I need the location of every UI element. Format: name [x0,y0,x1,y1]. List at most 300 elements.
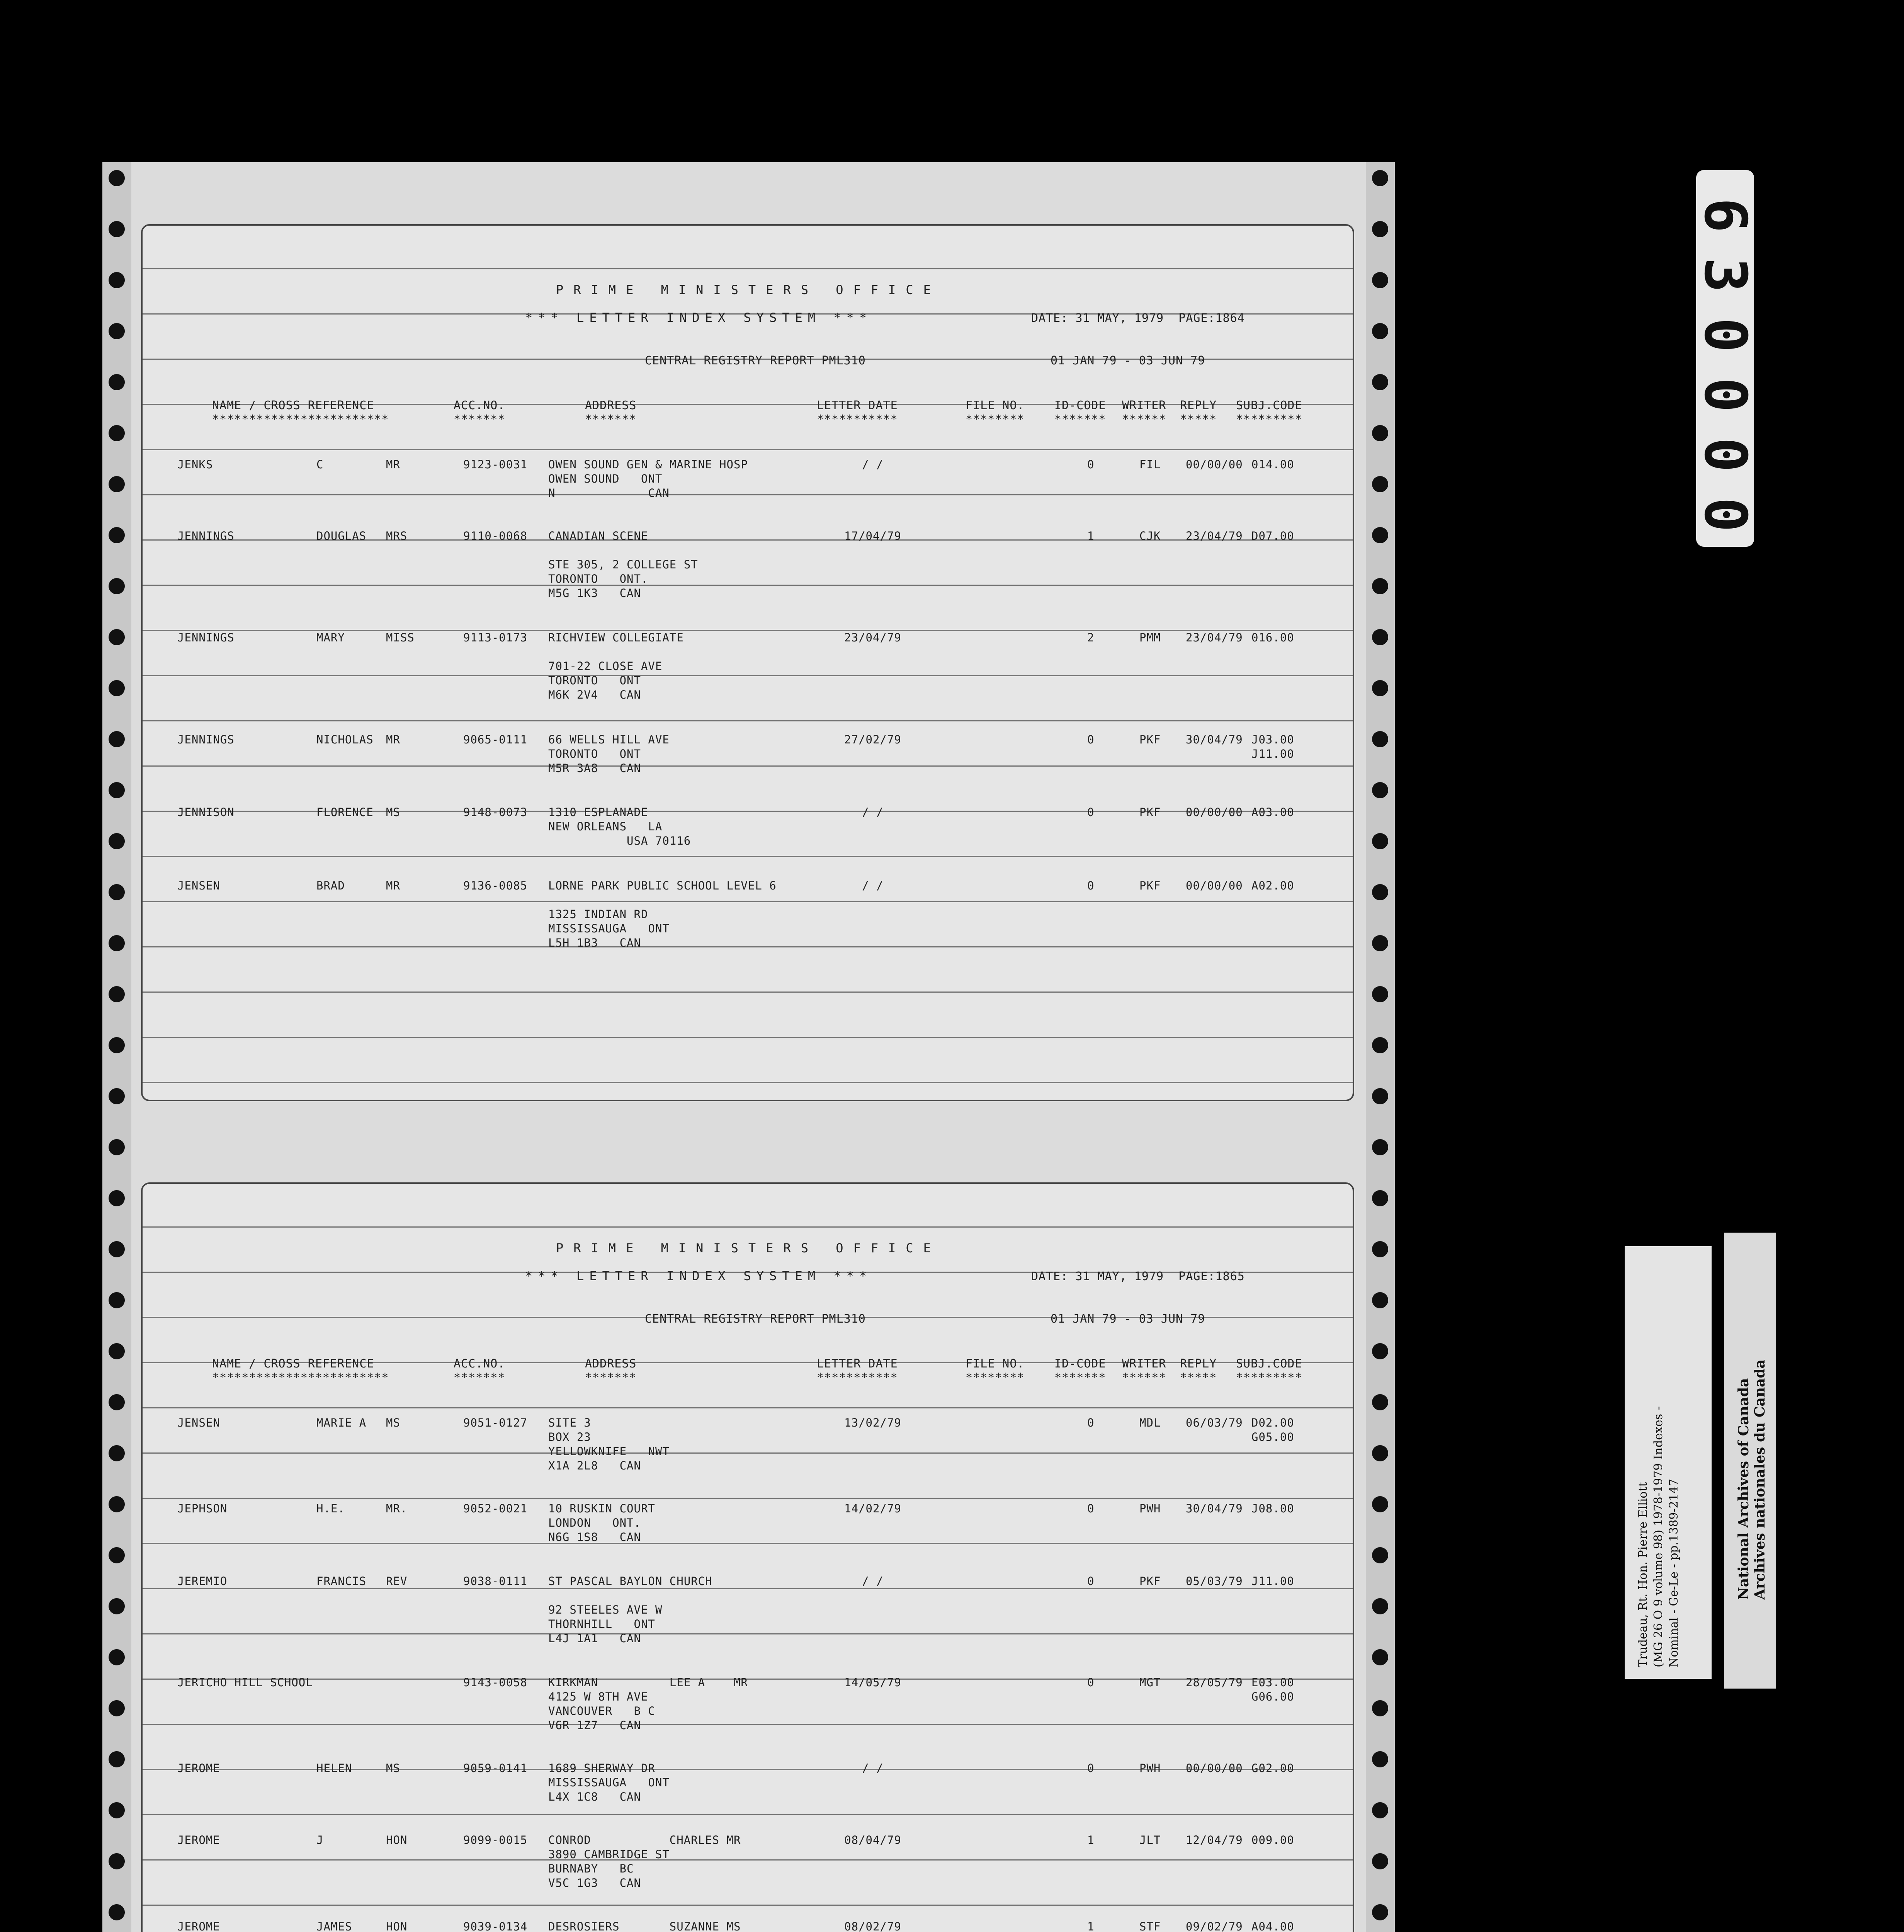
office-title: PRIME MINISTERS OFFICE [556,1241,941,1255]
tractor-hole [1372,986,1388,1002]
column-underline: ******* [454,1371,505,1384]
entry-reply-date: 30/04/79 [1186,1502,1243,1515]
tractor-hole [109,1190,125,1206]
entry-title: REV [386,1575,408,1588]
tractor-hole [109,527,125,543]
tractor-hole [1372,884,1388,900]
tractor-hole [109,1139,125,1155]
tractor-strip-right [1366,162,1395,1932]
tractor-hole [109,1751,125,1767]
column-header-id-code: ID-CODE [1054,399,1106,412]
date-page: DATE: 31 MAY, 1979 PAGE:1865 [1031,1270,1245,1283]
entry-surname: JENSEN [177,1416,220,1429]
column-underline: *********** [817,1371,898,1384]
tractor-strip-left [102,162,131,1932]
tractor-hole [109,629,125,645]
tractor-hole [1372,1139,1388,1155]
entry-subject-code: D07.00 [1251,529,1294,543]
label-line-1: Trudeau, Rt. Hon. Pierre Elliott [1636,1482,1650,1667]
entry-acc-no: 9143-0058 [463,1676,528,1689]
tractor-hole [1372,578,1388,594]
report-period: 01 JAN 79 - 03 JUN 79 [1051,354,1205,367]
entry-letter-date: 08/02/79 [844,1920,901,1932]
entry-writer: STF [1139,1920,1161,1932]
entry-address-line: M5R 3A8 CAN [548,762,641,775]
entry-acc-no: 9099-0015 [463,1833,528,1847]
entry-letter-date: 14/05/79 [844,1676,901,1689]
tractor-hole [1372,935,1388,951]
entry-address-line: YELLOWKNIFE NWT [548,1445,670,1458]
form-rule [143,1588,1353,1589]
entry-reply-date: 09/02/79 [1186,1920,1243,1932]
tractor-hole [109,1445,125,1461]
report-name: CENTRAL REGISTRY REPORT PML310 [645,1312,866,1326]
tractor-hole [109,578,125,594]
entry-acc-no: 9039-0134 [463,1920,528,1932]
entry-writer: PWH [1139,1502,1161,1515]
column-underline: ******** [966,413,1025,426]
entry-letter-date: / / [862,1575,884,1588]
form-rule [143,1905,1353,1906]
tractor-hole [1372,1598,1388,1614]
tractor-hole [1372,1190,1388,1206]
entry-letter-date: / / [862,806,884,819]
entry-given-name: J [316,1833,324,1847]
tractor-hole [109,680,125,696]
entry-subject-code: 014.00 [1251,458,1294,471]
entry-subject-code: A03.00 [1251,806,1294,819]
entry-writer: PKF [1139,1575,1161,1588]
entry-address-line: OWEN SOUND GEN & MARINE HOSP [548,458,748,471]
entry-letter-date: 17/04/79 [844,529,901,543]
tractor-hole [109,1853,125,1869]
form-rule [143,675,1353,676]
entry-id-code: 0 [1087,879,1095,892]
entry-address-line: 1325 INDIAN RD [548,908,648,921]
form-rule [143,449,1353,450]
reel-number-stamp [1692,170,1759,547]
tractor-hole [1372,374,1388,390]
entry-reply-date: 23/04/79 [1186,631,1243,644]
entry-writer: JLT [1139,1833,1161,1847]
column-header-acc: ACC.NO. [454,399,505,412]
column-underline: ****** [1122,1371,1166,1384]
entry-address-line: 3890 CAMBRIDGE ST [548,1848,670,1861]
column-underline: ****** [1122,413,1166,426]
entry-address-line: 4125 W 8TH AVE [548,1690,648,1703]
form-rule [143,1633,1353,1634]
form-rule [143,1082,1353,1083]
tractor-hole [1372,1802,1388,1818]
tractor-hole [1372,1904,1388,1920]
tractor-hole [109,221,125,237]
entry-reply-date: 23/04/79 [1186,529,1243,543]
entry-reply-date: 28/05/79 [1186,1676,1243,1689]
entry-reply-date: 00/00/00 [1186,806,1243,819]
system-title: *** LETTER INDEX SYSTEM *** [525,1269,872,1283]
column-header-file-no: FILE NO. [966,399,1025,412]
column-underline: *********** [817,413,898,426]
column-underline: ********* [1236,413,1302,426]
entry-given-name: H.E. [316,1502,345,1515]
entry-acc-no: 9110-0068 [463,529,528,543]
entry-writer: PMM [1139,631,1161,644]
entry-address-line: TORONTO ONT [548,674,641,687]
tractor-hole [1372,1088,1388,1104]
entry-letter-date: 23/04/79 [844,631,901,644]
entry-subject-code: 009.00 [1251,1833,1294,1847]
entry-address-line: DESROSIERS SUZANNE MS [548,1920,741,1932]
system-title: *** LETTER INDEX SYSTEM *** [525,310,872,325]
column-header-id-code: ID-CODE [1054,1357,1106,1371]
form-rule [143,901,1353,902]
entry-surname: JEROME [177,1762,220,1775]
entry-address-line: ST PASCAL BAYLON CHURCH [548,1575,712,1588]
report-name: CENTRAL REGISTRY REPORT PML310 [645,354,866,367]
tractor-hole [1372,680,1388,696]
form-rule [143,494,1353,495]
entry-address-line: LORNE PARK PUBLIC SCHOOL LEVEL 6 [548,879,777,892]
entry-title: HON [386,1833,408,1847]
form-rule [143,720,1353,721]
archive-label-agency [1724,1233,1776,1689]
entry-title: MR [386,458,400,471]
entry-address-line: LONDON ONT. [548,1516,641,1529]
entry-subject-code: G02.00 [1251,1762,1294,1775]
column-header-file-no: FILE NO. [966,1357,1025,1371]
printout-sheet [102,162,1395,1932]
entry-title: MR [386,879,400,892]
entry-address-line: 701-22 CLOSE AVE [548,660,663,673]
entry-address-line: 1689 SHERWAY DR [548,1762,655,1775]
form-rule [143,765,1353,767]
entry-letter-date: / / [862,879,884,892]
entry-reply-date: 05/03/79 [1186,1575,1243,1588]
entry-subject-code: G05.00 [1251,1430,1294,1444]
entry-acc-no: 9038-0111 [463,1575,528,1588]
tractor-hole [1372,221,1388,237]
entry-writer: MDL [1139,1416,1161,1429]
column-underline: ********* [1236,1371,1302,1384]
entry-id-code: 0 [1087,1762,1095,1775]
entry-id-code: 1 [1087,1920,1095,1932]
entry-title: MISS [386,631,415,644]
entry-address-line: L4J 1A1 CAN [548,1632,641,1645]
entry-given-name: FLORENCE [316,806,374,819]
entry-id-code: 1 [1087,1833,1095,1847]
entry-acc-no: 9051-0127 [463,1416,528,1429]
entry-id-code: 0 [1087,1502,1095,1515]
entry-address-line: V5C 1G3 CAN [548,1876,641,1889]
tractor-hole [1372,1445,1388,1461]
column-underline: ******* [454,413,505,426]
form-rule [143,268,1353,269]
entry-given-name: HELEN [316,1762,352,1775]
archive-label-description [1625,1246,1712,1679]
entry-surname: JENNINGS [177,631,235,644]
entry-letter-date: 08/04/79 [844,1833,901,1847]
tractor-hole [1372,1241,1388,1257]
column-header-letter-date: LETTER DATE [817,399,898,412]
reel-digit: 6 [1692,197,1759,233]
tractor-hole [109,1649,125,1665]
entry-title: HON [386,1920,408,1932]
agency-english: National Archives of Canada [1736,1378,1752,1600]
tractor-hole [109,731,125,747]
column-header-reply: REPLY [1180,399,1217,412]
tractor-hole [109,272,125,288]
entry-letter-date: 27/02/79 [844,733,901,746]
entry-subject-code: D02.00 [1251,1416,1294,1429]
label-line-2: (MG 26 O 9 volume 98) 1978-1979 Indexes - [1652,1406,1665,1667]
entry-surname: JENNINGS [177,733,235,746]
entry-letter-date: / / [862,458,884,471]
label-line-3: Nominal - Ge-Le - pp.1389-2147 [1667,1479,1681,1667]
entry-address-line: 92 STEELES AVE W [548,1603,663,1616]
entry-surname: JEROME [177,1833,220,1847]
entry-subject-code: G06.00 [1251,1690,1294,1703]
form-rule [143,1814,1353,1815]
tractor-hole [1372,731,1388,747]
tractor-hole [109,833,125,849]
tractor-hole [1372,1394,1388,1410]
tractor-hole [1372,1292,1388,1308]
tractor-hole [109,935,125,951]
column-underline: ************************ [212,1371,389,1384]
entry-acc-no: 9065-0111 [463,733,528,746]
tractor-hole [109,1802,125,1818]
entry-id-code: 0 [1087,733,1095,746]
entry-address-line: VANCOUVER B C [548,1704,655,1718]
entry-surname: JENNISON [177,806,235,819]
entry-subject-code: A02.00 [1251,879,1294,892]
entry-address-line: OWEN SOUND ONT [548,472,663,485]
tractor-hole [1372,1700,1388,1716]
entry-writer: FIL [1139,458,1161,471]
tractor-hole [109,986,125,1002]
column-header-acc: ACC.NO. [454,1357,505,1371]
column-header-writer: WRITER [1122,1357,1166,1371]
entry-writer: CJK [1139,529,1161,543]
tractor-hole [109,782,125,798]
column-header-subj: SUBJ.CODE [1236,399,1302,412]
tractor-hole [109,1496,125,1512]
entry-address-line: TORONTO ONT [548,747,641,760]
entry-address-line: L5H 1B3 CAN [548,936,641,949]
form-rule [143,946,1353,947]
reel-digit: 0 [1692,437,1759,473]
entry-address-line: RICHVIEW COLLEGIATE [548,631,684,644]
tractor-hole [1372,425,1388,441]
column-underline: ***** [1180,1371,1217,1384]
entry-address-line: TORONTO ONT. [548,572,648,585]
entry-surname: JENKS [177,458,213,471]
entry-address-line: V6R 1Z7 CAN [548,1719,641,1732]
entry-id-code: 0 [1087,458,1095,471]
entry-id-code: 0 [1087,1416,1095,1429]
entry-given-name: C [316,458,324,471]
column-header-subj: SUBJ.CODE [1236,1357,1302,1371]
form-rule [143,1859,1353,1861]
entry-address-line: NEW ORLEANS LA [548,820,663,833]
entry-letter-date: 13/02/79 [844,1416,901,1429]
entry-acc-no: 9113-0173 [463,631,528,644]
column-header-name: NAME / CROSS REFERENCE [212,399,374,412]
tractor-hole [109,1292,125,1308]
entry-given-name: FRANCIS [316,1575,367,1588]
reel-digit: 0 [1692,497,1759,532]
entry-subject-code: A04.00 [1251,1920,1294,1932]
form-rule [143,1498,1353,1499]
entry-address-line: STE 305, 2 COLLEGE ST [548,558,698,571]
tractor-hole [109,425,125,441]
column-header-name: NAME / CROSS REFERENCE [212,1357,374,1371]
entry-reply-date: 30/04/79 [1186,733,1243,746]
entry-acc-no: 9148-0073 [463,806,528,819]
entry-surname: JEREMIO [177,1575,228,1588]
form-rule [143,856,1353,857]
column-header-letter-date: LETTER DATE [817,1357,898,1371]
tractor-hole [109,1598,125,1614]
entry-given-name: BRAD [316,879,345,892]
entry-surname: JENNINGS [177,529,235,543]
column-underline: ******* [585,1371,637,1384]
entry-writer: PKF [1139,733,1161,746]
entry-address-line: KIRKMAN LEE A MR [548,1676,748,1689]
form-rule [143,1037,1353,1038]
entry-address-line: 1310 ESPLANADE [548,806,648,819]
entry-letter-date: 14/02/79 [844,1502,901,1515]
tractor-hole [1372,323,1388,339]
entry-address-line: M5G 1K3 CAN [548,587,641,600]
reel-digit: 3 [1692,257,1759,293]
entry-address-line: MISSISSAUGA ONT [548,922,670,935]
tractor-hole [1372,272,1388,288]
entry-letter-date: / / [862,1762,884,1775]
entry-address-line: MISSISSAUGA ONT [548,1776,670,1789]
tractor-hole [109,1037,125,1053]
report-page-1864 [141,224,1354,1101]
tractor-hole [1372,833,1388,849]
entry-surname: JERICHO HILL SCHOOL [177,1676,313,1689]
entry-acc-no: 9136-0085 [463,879,528,892]
entry-address-line: N CAN [548,486,670,500]
date-page: DATE: 31 MAY, 1979 PAGE:1864 [1031,311,1245,325]
reel-digit: 0 [1692,377,1759,413]
office-title: PRIME MINISTERS OFFICE [556,282,941,297]
column-underline: ******** [966,1371,1025,1384]
entry-reply-date: 12/04/79 [1186,1833,1243,1847]
entry-reply-date: 00/00/00 [1186,879,1243,892]
entry-address-line: CANADIAN SCENE [548,529,648,543]
form-rule [143,1543,1353,1544]
entry-reply-date: 06/03/79 [1186,1416,1243,1429]
entry-given-name: NICHOLAS [316,733,374,746]
tractor-hole [109,1700,125,1716]
entry-address-line: L4X 1C8 CAN [548,1790,641,1803]
tractor-hole [1372,527,1388,543]
entry-reply-date: 00/00/00 [1186,1762,1243,1775]
entry-title: MS [386,1416,400,1429]
entry-title: MS [386,1762,400,1775]
entry-subject-code: 016.00 [1251,631,1294,644]
entry-subject-code: J08.00 [1251,1502,1294,1515]
tractor-hole [1372,782,1388,798]
form-rule [143,992,1353,993]
column-underline: ***** [1180,413,1217,426]
entry-title: MR [386,733,400,746]
entry-address-line: THORNHILL ONT [548,1617,655,1631]
tractor-hole [1372,170,1388,186]
tractor-hole [109,1547,125,1563]
entry-writer: PKF [1139,879,1161,892]
tractor-hole [109,476,125,492]
entry-address-line: CONROD CHARLES MR [548,1833,741,1847]
column-header-address: ADDRESS [585,1357,637,1371]
column-underline: ******* [1054,413,1106,426]
entry-address-line: BURNABY BC [548,1862,634,1875]
entry-acc-no: 9059-0141 [463,1762,528,1775]
form-rule [143,1407,1353,1408]
tractor-hole [109,1241,125,1257]
entry-title: MR. [386,1502,408,1515]
entry-address-line: 10 RUSKIN COURT [548,1502,655,1515]
entry-writer: PWH [1139,1762,1161,1775]
column-header-reply: REPLY [1180,1357,1217,1371]
tractor-hole [109,170,125,186]
entry-surname: JEPHSON [177,1502,228,1515]
tractor-hole [109,884,125,900]
tractor-hole [109,1394,125,1410]
column-underline: ************************ [212,413,389,426]
entry-address-line: N6G 1S8 CAN [548,1531,641,1544]
entry-id-code: 0 [1087,806,1095,819]
report-page-1865 [141,1182,1354,1932]
tractor-hole [1372,1343,1388,1359]
entry-writer: MGT [1139,1676,1161,1689]
entry-subject-code: J11.00 [1251,1575,1294,1588]
tractor-hole [109,1904,125,1920]
entry-address-line: 66 WELLS HILL AVE [548,733,670,746]
entry-id-code: 1 [1087,529,1095,543]
entry-address-line: M6K 2V4 CAN [548,688,641,701]
tractor-hole [109,1343,125,1359]
entry-address-line: X1A 2L8 CAN [548,1459,641,1472]
tractor-hole [109,1088,125,1104]
tractor-hole [1372,1547,1388,1563]
entry-subject-code: E03.00 [1251,1676,1294,1689]
entry-surname: JENSEN [177,879,220,892]
entry-address-line: USA 70116 [548,834,691,847]
tractor-hole [1372,1853,1388,1869]
tractor-hole [1372,629,1388,645]
tractor-hole [1372,1037,1388,1053]
reel-digit: 0 [1692,317,1759,353]
form-rule [143,585,1353,586]
entry-given-name: JAMES [316,1920,352,1932]
tractor-hole [1372,476,1388,492]
tractor-hole [1372,1751,1388,1767]
entry-reply-date: 00/00/00 [1186,458,1243,471]
entry-surname: JEROME [177,1920,220,1932]
entry-subject-code: J03.00 [1251,733,1294,746]
entry-title: MRS [386,529,408,543]
column-header-address: ADDRESS [585,399,637,412]
entry-acc-no: 9123-0031 [463,458,528,471]
column-header-writer: WRITER [1122,399,1166,412]
entry-address-line: BOX 23 [548,1430,591,1444]
entry-given-name: MARIE A [316,1416,367,1429]
